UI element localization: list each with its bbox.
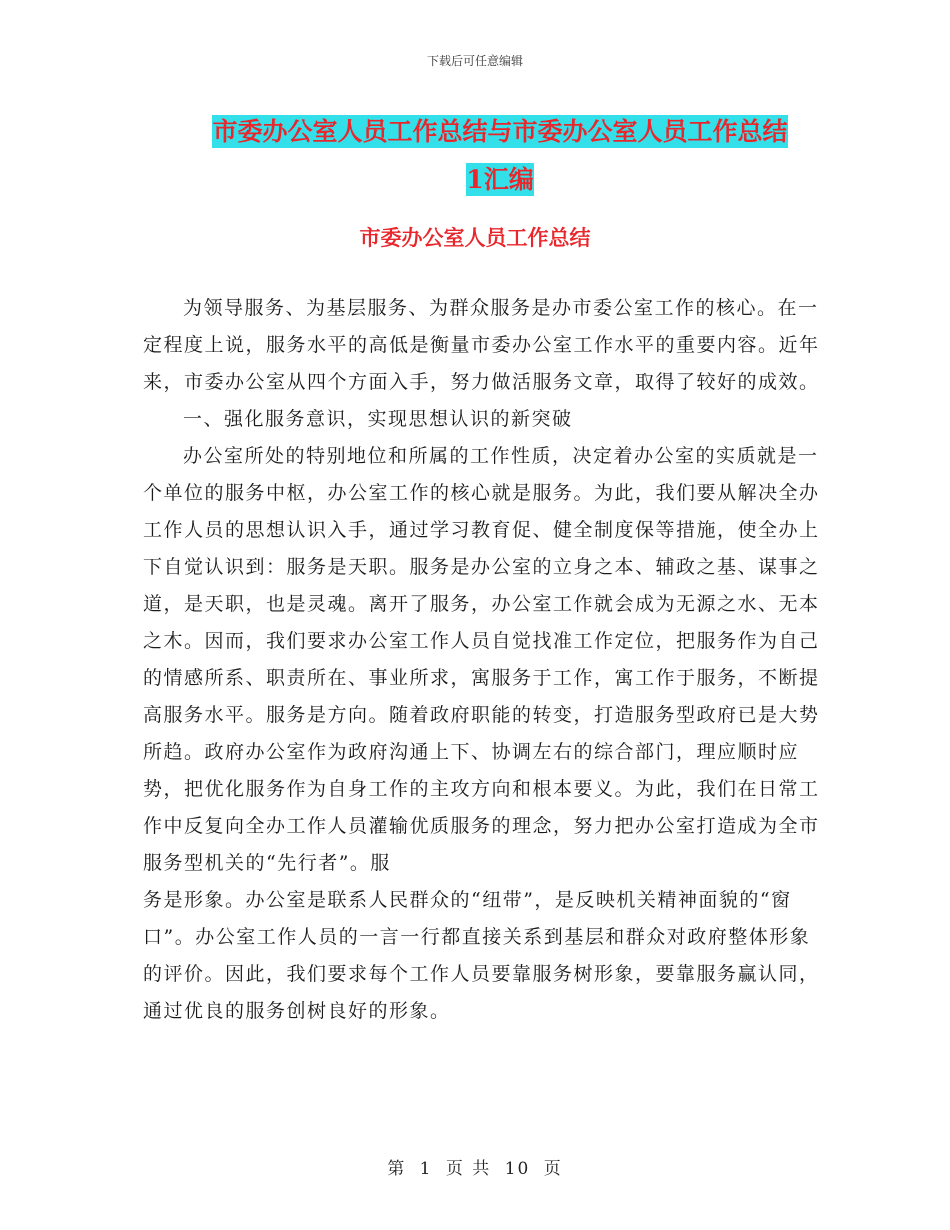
footer-page-number: 1 — [419, 1159, 433, 1179]
footer-total-pages: 10 — [504, 1159, 531, 1179]
document-title-line2: 1汇编 — [466, 165, 534, 194]
header-note: 下载后可任意编辑 — [426, 54, 523, 68]
paragraph-intro: 为领导服务、为基层服务、为群众服务是办市委公室工作的核心。在一定程度上说，服务水平的高低是衡量市委办公室工作水平的重要内容。近年来，市委办公室从四个方面入手，努力做活服务文章，取得了较好的成效。 — [143, 297, 820, 393]
section-title: 市委办公室人员工作总结 — [359, 225, 591, 250]
footer-suffix: 页 — [543, 1159, 563, 1179]
footer-mid: 页 共 — [445, 1159, 492, 1179]
paragraph-body-2: 务是形象。办公室是联系人民群众的“纽带”，是反映机关精神面貌的“窗口”。办公室工作人员的一言一行都直接关系到基层和群众对政府整体形象的评价。因此，我们要求每个工作人员要靠服务树形象，要靠服务赢认同，通过优良的服务创树良好的形象。 — [143, 889, 820, 1022]
paragraph-heading-1: 一、强化服务意识，实现思想认识的新突破 — [183, 408, 573, 430]
document-title — [150, 108, 850, 204]
document-title-line1: 市委办公室人员工作总结与市委办公室人员工作总结 — [212, 117, 788, 146]
document-body — [143, 290, 823, 1030]
paragraph-body-1: 办公室所处的特别地位和所属的工作性质，决定着办公室的实质就是一个单位的服务中枢，办公室工作的核心就是服务。为此，我们要从解决全办工作人员的思想认识入手，通过学习教育促、健全制度保等措施，使全办上下自觉认识到：服务是天职。服务是办公室的立身之本、辅政之基、谋事之道，是天职，也是灵魂。离开了服务，办公室工作就会成为无源之水、无本之木。因而，我们要求办公室工作人员自觉找准工作定位，把服务作为自己的情感所系、职责所在、事业所求，寓服务于工作，寓工作于服务，不断提高服务水平。服务是方向。随着政府职能的转变，打造服务型政府已是大势所趋。政府办公室作为政府沟通上下、协调左右的综合部门，理应顺时应势，把优化服务作为自身工作的主攻方向和根本要义。为此，我们在日常工作中反复向全办工作人员灌输优质服务的理念，努力把办公室打造成为全市服务型机关的“先行者”。服 — [143, 445, 820, 874]
footer-prefix: 第 — [387, 1159, 407, 1179]
page-footer — [0, 1154, 950, 1179]
